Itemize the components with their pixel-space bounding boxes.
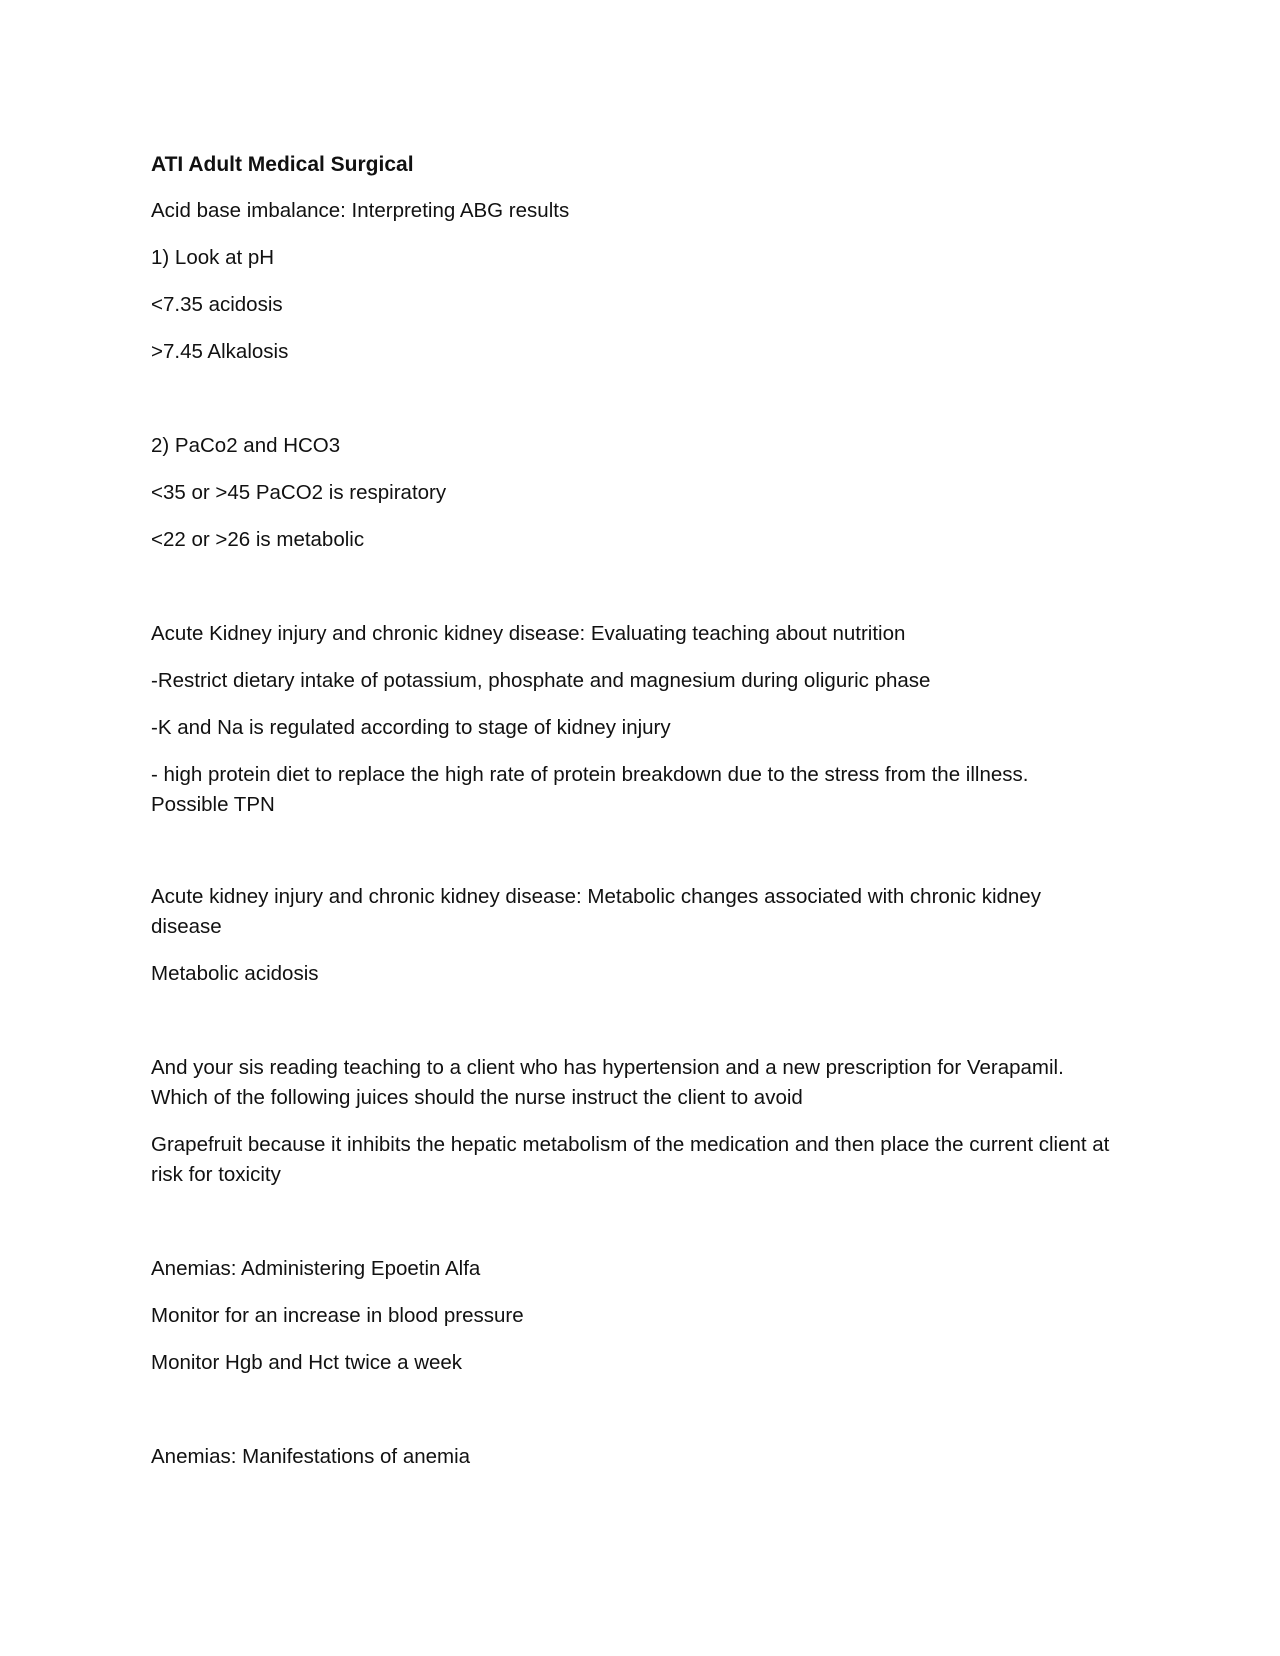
section-anemia-manifestations (151, 1442, 1111, 1472)
text-line: - high protein diet to replace the high rate of protein breakdown due to the stress from the illness. Possible TPN (151, 763, 1029, 816)
text-line: Metabolic acidosis (151, 962, 319, 985)
answer-text: Grapefruit because it inhibits the hepatic metabolism of the medication and then place the current client at risk for toxicity (151, 1133, 1110, 1186)
section-epoetin (151, 1254, 1111, 1378)
text-line: 1) Look at pH (151, 246, 275, 269)
spacer (151, 384, 1111, 431)
question-text: And your sis reading teaching to a client who has hypertension and a new prescription for Verapamil. Which of the following juices should the nurse instruct the client to avoid (151, 1056, 1064, 1109)
section-heading: Acute kidney injury and chronic kidney disease: Metabolic changes associated with chronic kidney disease (151, 885, 1041, 938)
section-heading: Acute Kidney injury and chronic kidney disease: Evaluating teaching about nutrition (151, 622, 906, 645)
section-verapamil (151, 1053, 1111, 1190)
text-line: <35 or >45 PaCO2 is respiratory (151, 481, 447, 504)
section-heading: 2) PaCo2 and HCO3 (151, 434, 341, 457)
section-kidney-nutrition (151, 619, 1111, 820)
section-heading: Anemias: Manifestations of anemia (151, 1445, 471, 1468)
text-line: <7.35 acidosis (151, 293, 283, 316)
text-line: -Restrict dietary intake of potassium, phosphate and magnesium during oliguric phase (151, 669, 931, 692)
text-line: Monitor for an increase in blood pressure (151, 1304, 524, 1327)
text-line: >7.45 Alkalosis (151, 340, 289, 363)
spacer (151, 1006, 1111, 1053)
section-acid-base (151, 196, 1111, 367)
spacer (151, 572, 1111, 619)
spacer (151, 837, 1111, 882)
spacer (151, 1395, 1111, 1442)
spacer (151, 1207, 1111, 1254)
text-line: -K and Na is regulated according to stage of kidney injury (151, 716, 671, 739)
text-line: <22 or >26 is metabolic (151, 528, 365, 551)
section-kidney-metabolic (151, 882, 1111, 989)
section-paco2-hco3 (151, 431, 1111, 555)
document-body (151, 150, 1111, 1489)
section-heading: Acid base imbalance: Interpreting ABG results (151, 199, 570, 222)
section-heading: Anemias: Administering Epoetin Alfa (151, 1257, 481, 1280)
document-title: ATI Adult Medical Surgical (151, 153, 414, 176)
text-line: Monitor Hgb and Hct twice a week (151, 1351, 463, 1374)
